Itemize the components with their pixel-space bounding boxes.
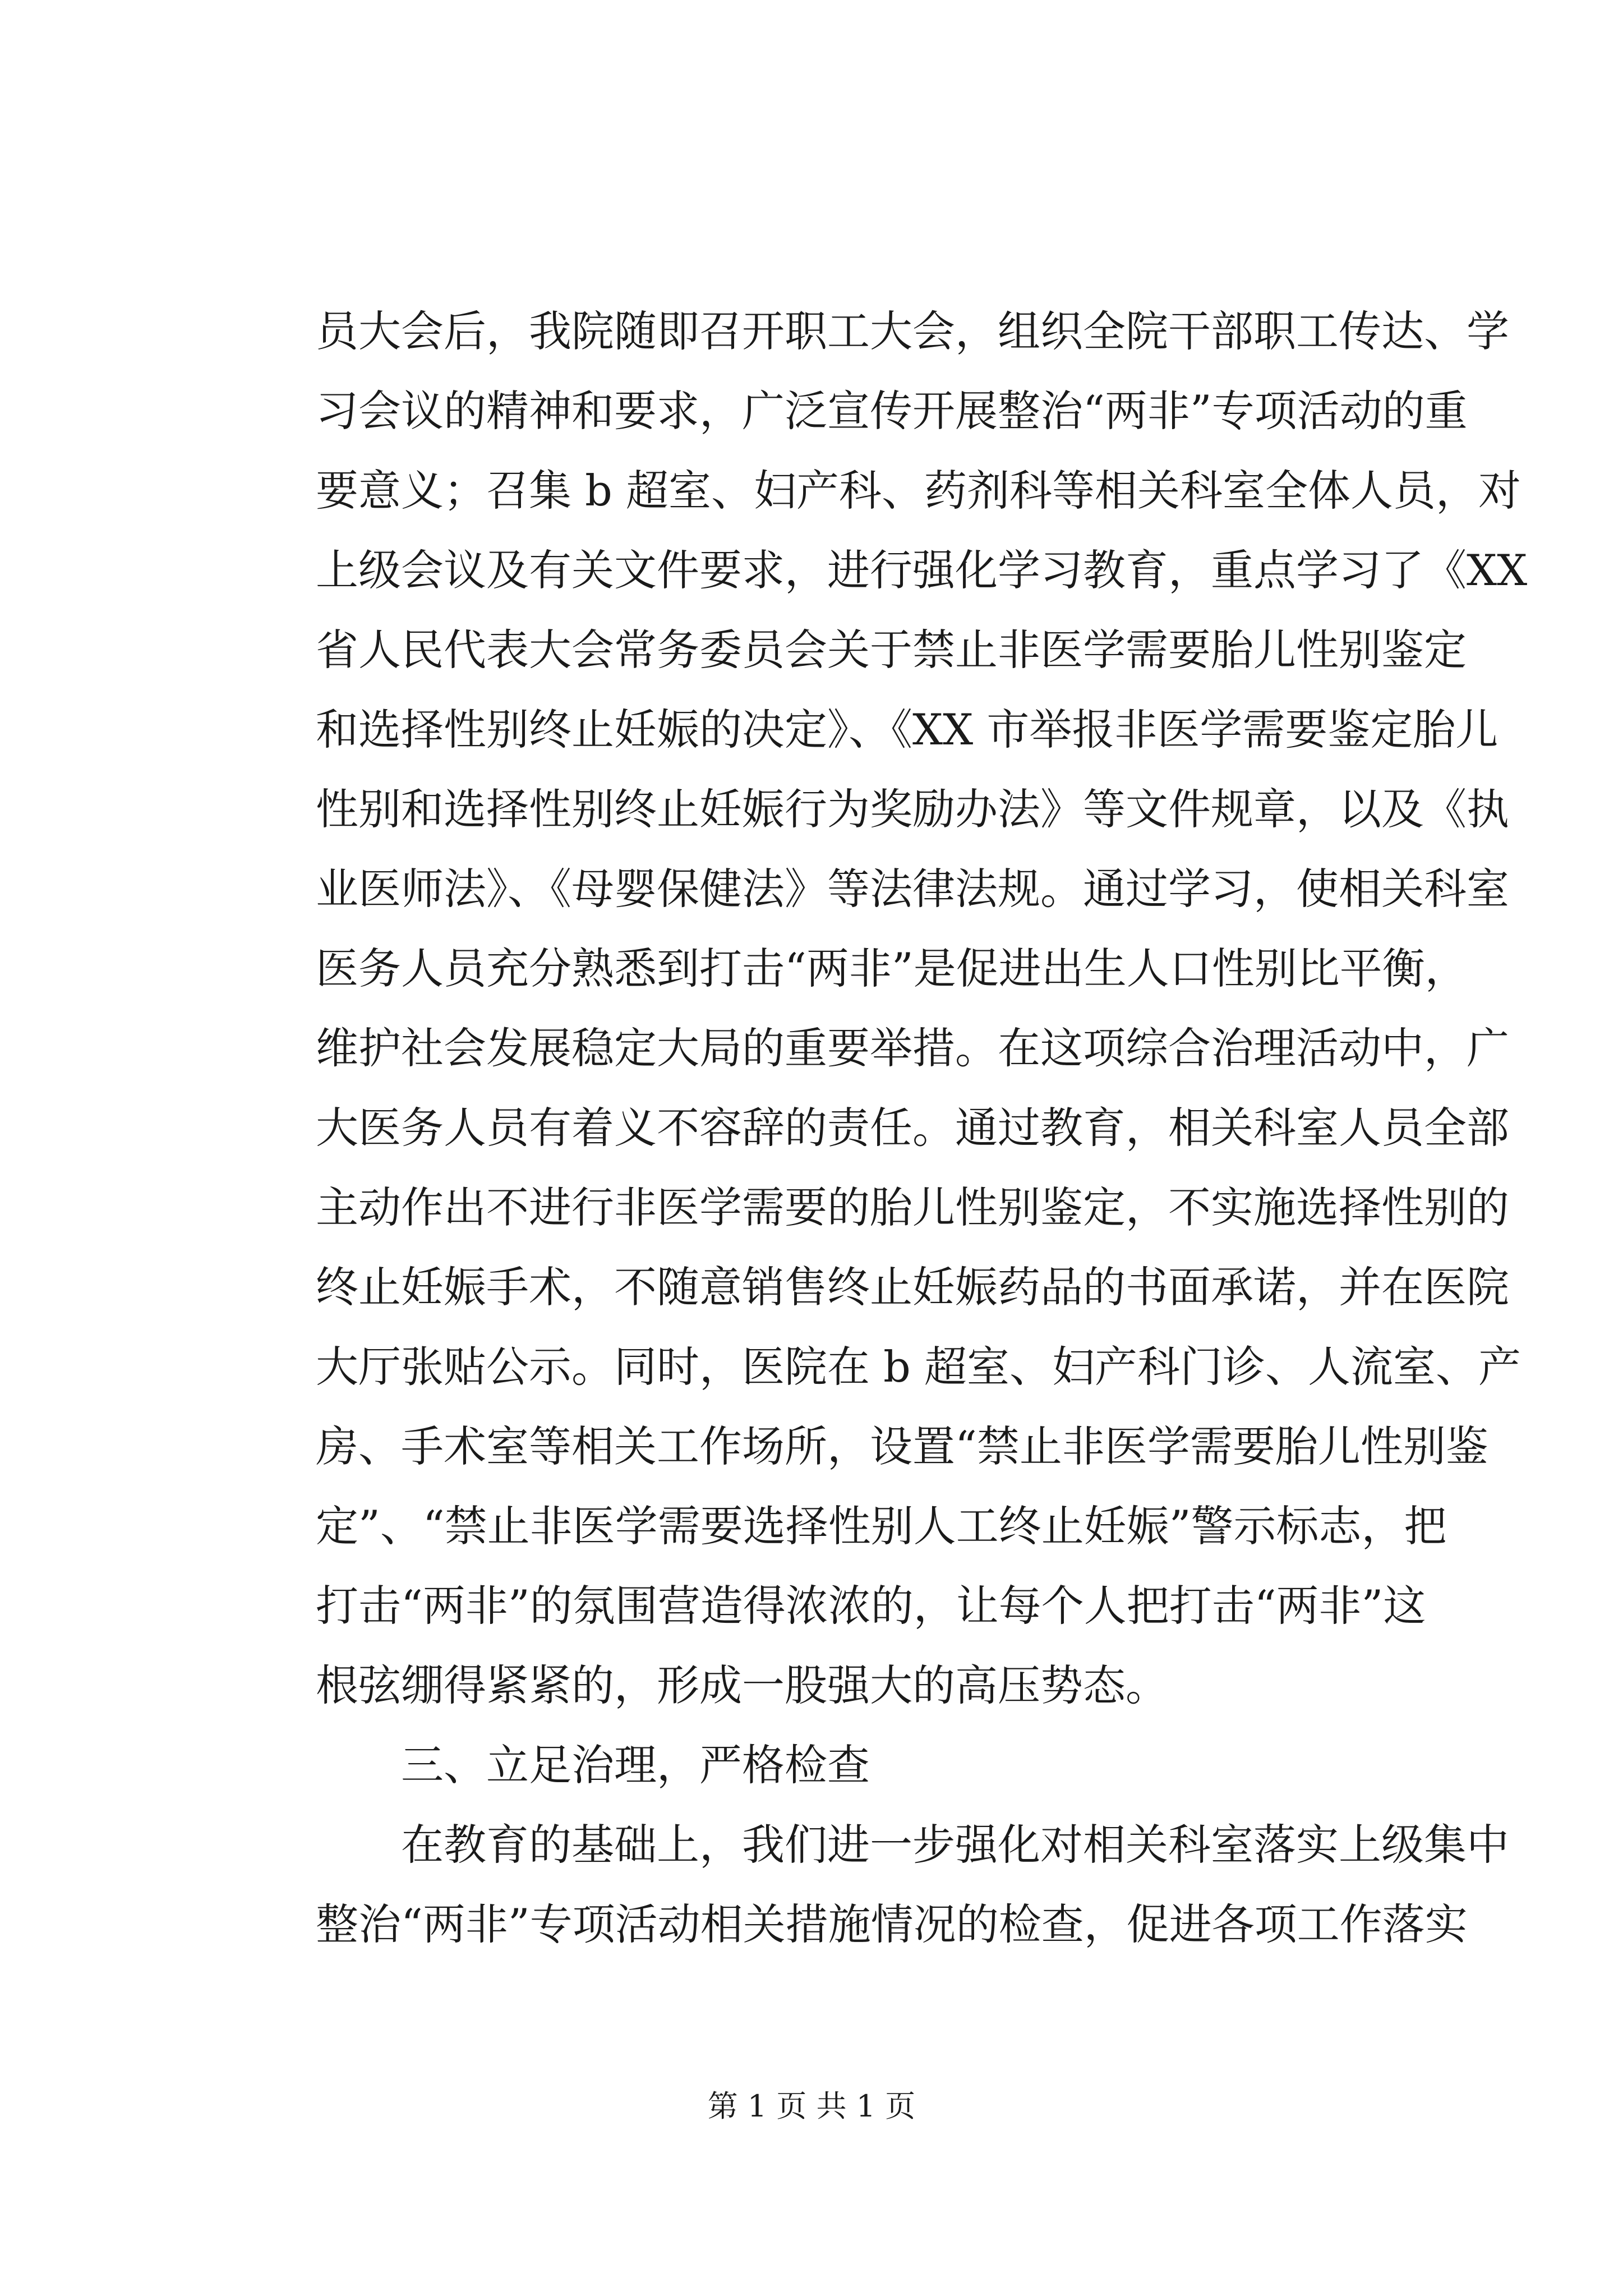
page-number-label: 第 1 页 共 1 页 [707, 2088, 916, 2124]
paragraph-line: 要意义；召集 b 超室、妇产科、药剂科等相关科室全体人员，对 [316, 466, 1521, 516]
section-heading: 三、立足治理，严格检查 [401, 1740, 870, 1790]
paragraph-line: 性别和选择性别终止妊娠行为奖励办法》等文件规章，以及《执 [316, 784, 1509, 834]
paragraph-line: 打击“两非”的氛围营造得浓浓的，让每个人把打击“两非”这 [316, 1581, 1426, 1631]
paragraph-line: 维护社会发展稳定大局的重要举措。在这项综合治理活动中，广 [316, 1023, 1509, 1073]
paragraph-line: 定”、“禁止非医学需要选择性别人工终止妊娠”警示标志，把 [316, 1501, 1447, 1551]
paragraph-line: 员大会后，我院随即召开职工大会，组织全院干部职工传达、学 [316, 306, 1509, 356]
paragraph-line: 省人民代表大会常务委员会关于禁止非医学需要胎儿性别鉴定 [316, 625, 1467, 675]
paragraph-line: 根弦绷得紧紧的，形成一股强大的高压势态。 [316, 1660, 1168, 1710]
document-body [316, 292, 1528, 1964]
paragraph-line: 业医师法》、《母婴保健法》等法律法规。通过学习，使相关科室 [316, 864, 1509, 914]
paragraph-line: 医务人员充分熟悉到打击“两非”是促进出生人口性别比平衡， [316, 944, 1468, 993]
paragraph-line: 和选择性别终止妊娠的决定》、《XX 市举报非医学需要鉴定胎儿 [316, 705, 1498, 754]
paragraph-line: 终止妊娠手术，不随意销售终止妊娠药品的书面承诺，并在医院 [316, 1262, 1509, 1312]
paragraph-1 [316, 292, 1528, 1726]
paragraph-line: 大厅张贴公示。同时，医院在 b 超室、妇产科门诊、人流室、产 [316, 1342, 1521, 1392]
paragraph-2 [316, 1805, 1509, 1964]
paragraph-line: 在教育的基础上，我们进一步强化对相关科室落实上级集中 [401, 1820, 1509, 1870]
paragraph-line: 房、手术室等相关工作场所，设置“禁止非医学需要胎儿性别鉴 [316, 1421, 1488, 1471]
page-footer [0, 2087, 1623, 2126]
paragraph-line: 大医务人员有着义不容辞的责任。通过教育，相关科室人员全部 [316, 1103, 1509, 1153]
paragraph-line: 整治“两非”专项活动相关措施情况的检查，促进各项工作落实 [316, 1899, 1468, 1949]
paragraph-line: 主动作出不进行非医学需要的胎儿性别鉴定，不实施选择性别的 [316, 1182, 1509, 1232]
paragraph-line: 上级会议及有关文件要求，进行强化学习教育，重点学习了《XX [316, 545, 1528, 595]
paragraph-line: 习会议的精神和要求，广泛宣传开展整治“两非”专项活动的重 [316, 386, 1468, 436]
